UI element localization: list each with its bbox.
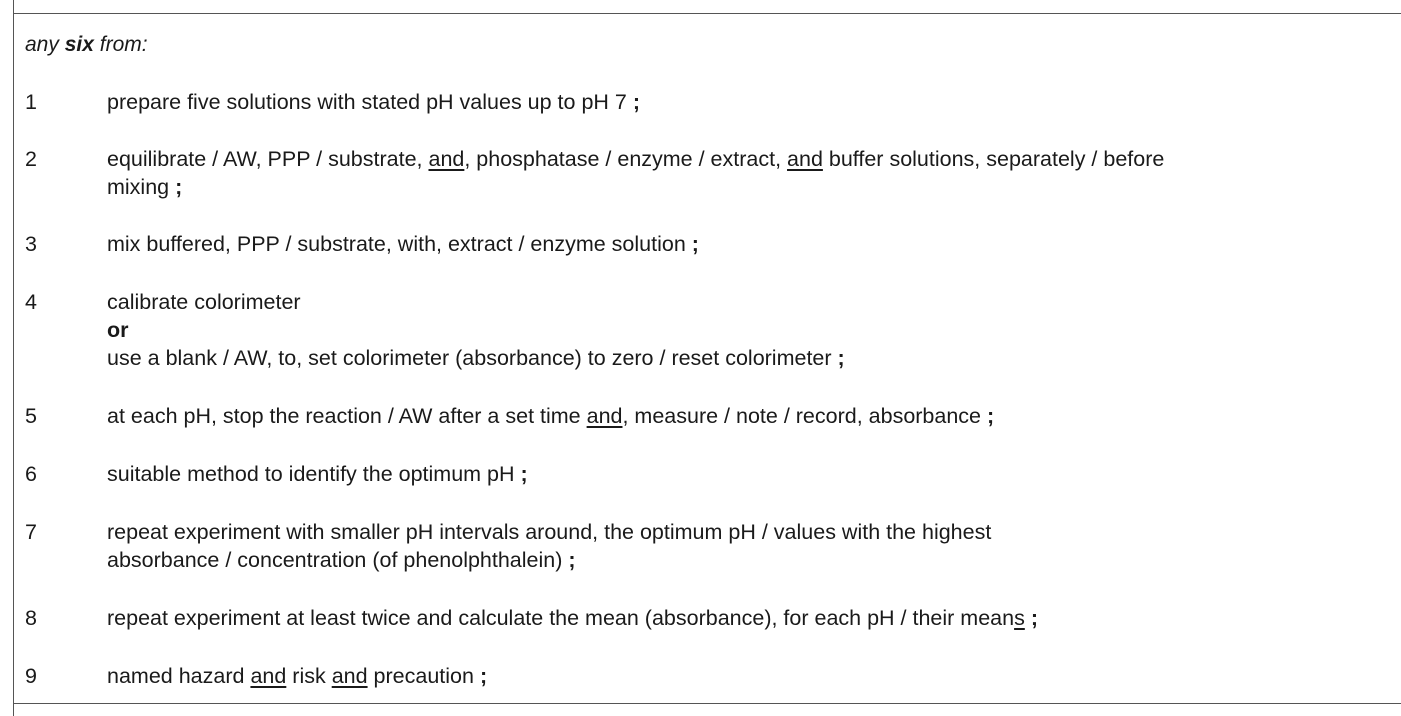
table-border-bottom-stub — [13, 704, 14, 716]
text-line — [107, 662, 1387, 690]
mark-separator: ; — [691, 232, 699, 256]
text-line — [107, 145, 1387, 173]
text-line — [107, 604, 1387, 632]
marking-point-number: 9 — [25, 664, 37, 688]
underlined-word: and — [428, 147, 465, 171]
text-segment: , phosphatase / enzyme / extract, — [464, 147, 788, 171]
mark-separator: ; — [987, 404, 995, 428]
underlined-word: and — [586, 404, 623, 428]
text-segment: equilibrate / AW, PPP / substrate, — [107, 147, 429, 171]
heading-pre: any — [25, 33, 65, 56]
text-segment: repeat experiment with smaller pH intervals around, the optimum pH / values with the highest — [107, 520, 992, 544]
marking-point-text — [107, 88, 1387, 116]
text-line — [107, 546, 1387, 574]
mark-scheme-heading — [25, 32, 148, 58]
marking-point-text — [107, 230, 1387, 258]
mark-separator: ; — [632, 90, 641, 114]
text-line — [107, 402, 1387, 430]
text-segment: use a blank / AW, to, set colorimeter (absorbance) to zero / reset colorimeter — [107, 346, 838, 370]
text-segment: absorbance / concentration (of phenolphthalein) — [107, 548, 569, 572]
mark-separator: ; — [568, 548, 576, 572]
marking-point-text — [107, 288, 1387, 372]
text-segment: repeat experiment at least twice and calculate the mean (absorbance), for each pH / their mean — [107, 606, 1015, 630]
marking-point-number: 1 — [25, 90, 37, 114]
underlined-word: s — [1014, 606, 1025, 630]
marking-point-text — [107, 145, 1387, 201]
text-segment: precaution — [367, 664, 480, 688]
marking-point-number: 6 — [25, 462, 37, 486]
marking-point-text — [107, 604, 1387, 632]
text-line — [107, 230, 1387, 258]
marking-point-text — [107, 460, 1387, 488]
text-line — [107, 288, 1387, 316]
text-segment: buffer solutions, separately / before — [822, 147, 1165, 171]
text-line — [107, 518, 1387, 546]
text-segment: at each pH, stop the reaction / AW after a set time — [107, 404, 587, 428]
mark-separator: ; — [1030, 606, 1038, 630]
marking-point-text — [107, 402, 1387, 430]
mark-separator: ; — [479, 664, 488, 688]
mark-separator: ; — [175, 175, 183, 199]
marking-point-number: 5 — [25, 404, 37, 428]
mark-separator: ; — [520, 462, 528, 486]
text-segment: prepare five solutions with stated pH values up to pH 7 — [107, 90, 633, 114]
table-border-top-stub — [13, 0, 14, 13]
text-line — [107, 88, 1387, 116]
text-line — [107, 344, 1387, 372]
marking-point-number: 4 — [25, 290, 37, 314]
heading-bold: six — [64, 33, 94, 56]
text-segment: risk — [286, 664, 332, 688]
text-segment: named hazard — [107, 664, 251, 688]
marking-point-number: 3 — [25, 232, 37, 256]
text-line — [107, 173, 1387, 201]
text-line — [107, 316, 1387, 344]
marking-point-number: 7 — [25, 520, 37, 544]
mark-separator: ; — [837, 346, 845, 370]
heading-post: from: — [93, 33, 148, 56]
text-segment: , measure / note / record, absorbance — [622, 404, 987, 428]
alternative-keyword: or — [107, 318, 129, 342]
underlined-word: and — [250, 664, 287, 688]
marking-point-number: 2 — [25, 147, 37, 171]
text-segment: mix buffered, PPP / substrate, with, extract / enzyme solution — [107, 232, 692, 256]
marking-point-number: 8 — [25, 606, 37, 630]
marking-point-text — [107, 662, 1387, 690]
underlined-word: and — [331, 664, 368, 688]
text-segment: calibrate colorimeter — [107, 290, 301, 314]
text-line — [107, 460, 1387, 488]
text-segment: mixing — [107, 175, 176, 199]
text-segment: suitable method to identify the optimum pH — [107, 462, 521, 486]
underlined-word: and — [787, 147, 823, 171]
marking-point-text — [107, 518, 1387, 574]
